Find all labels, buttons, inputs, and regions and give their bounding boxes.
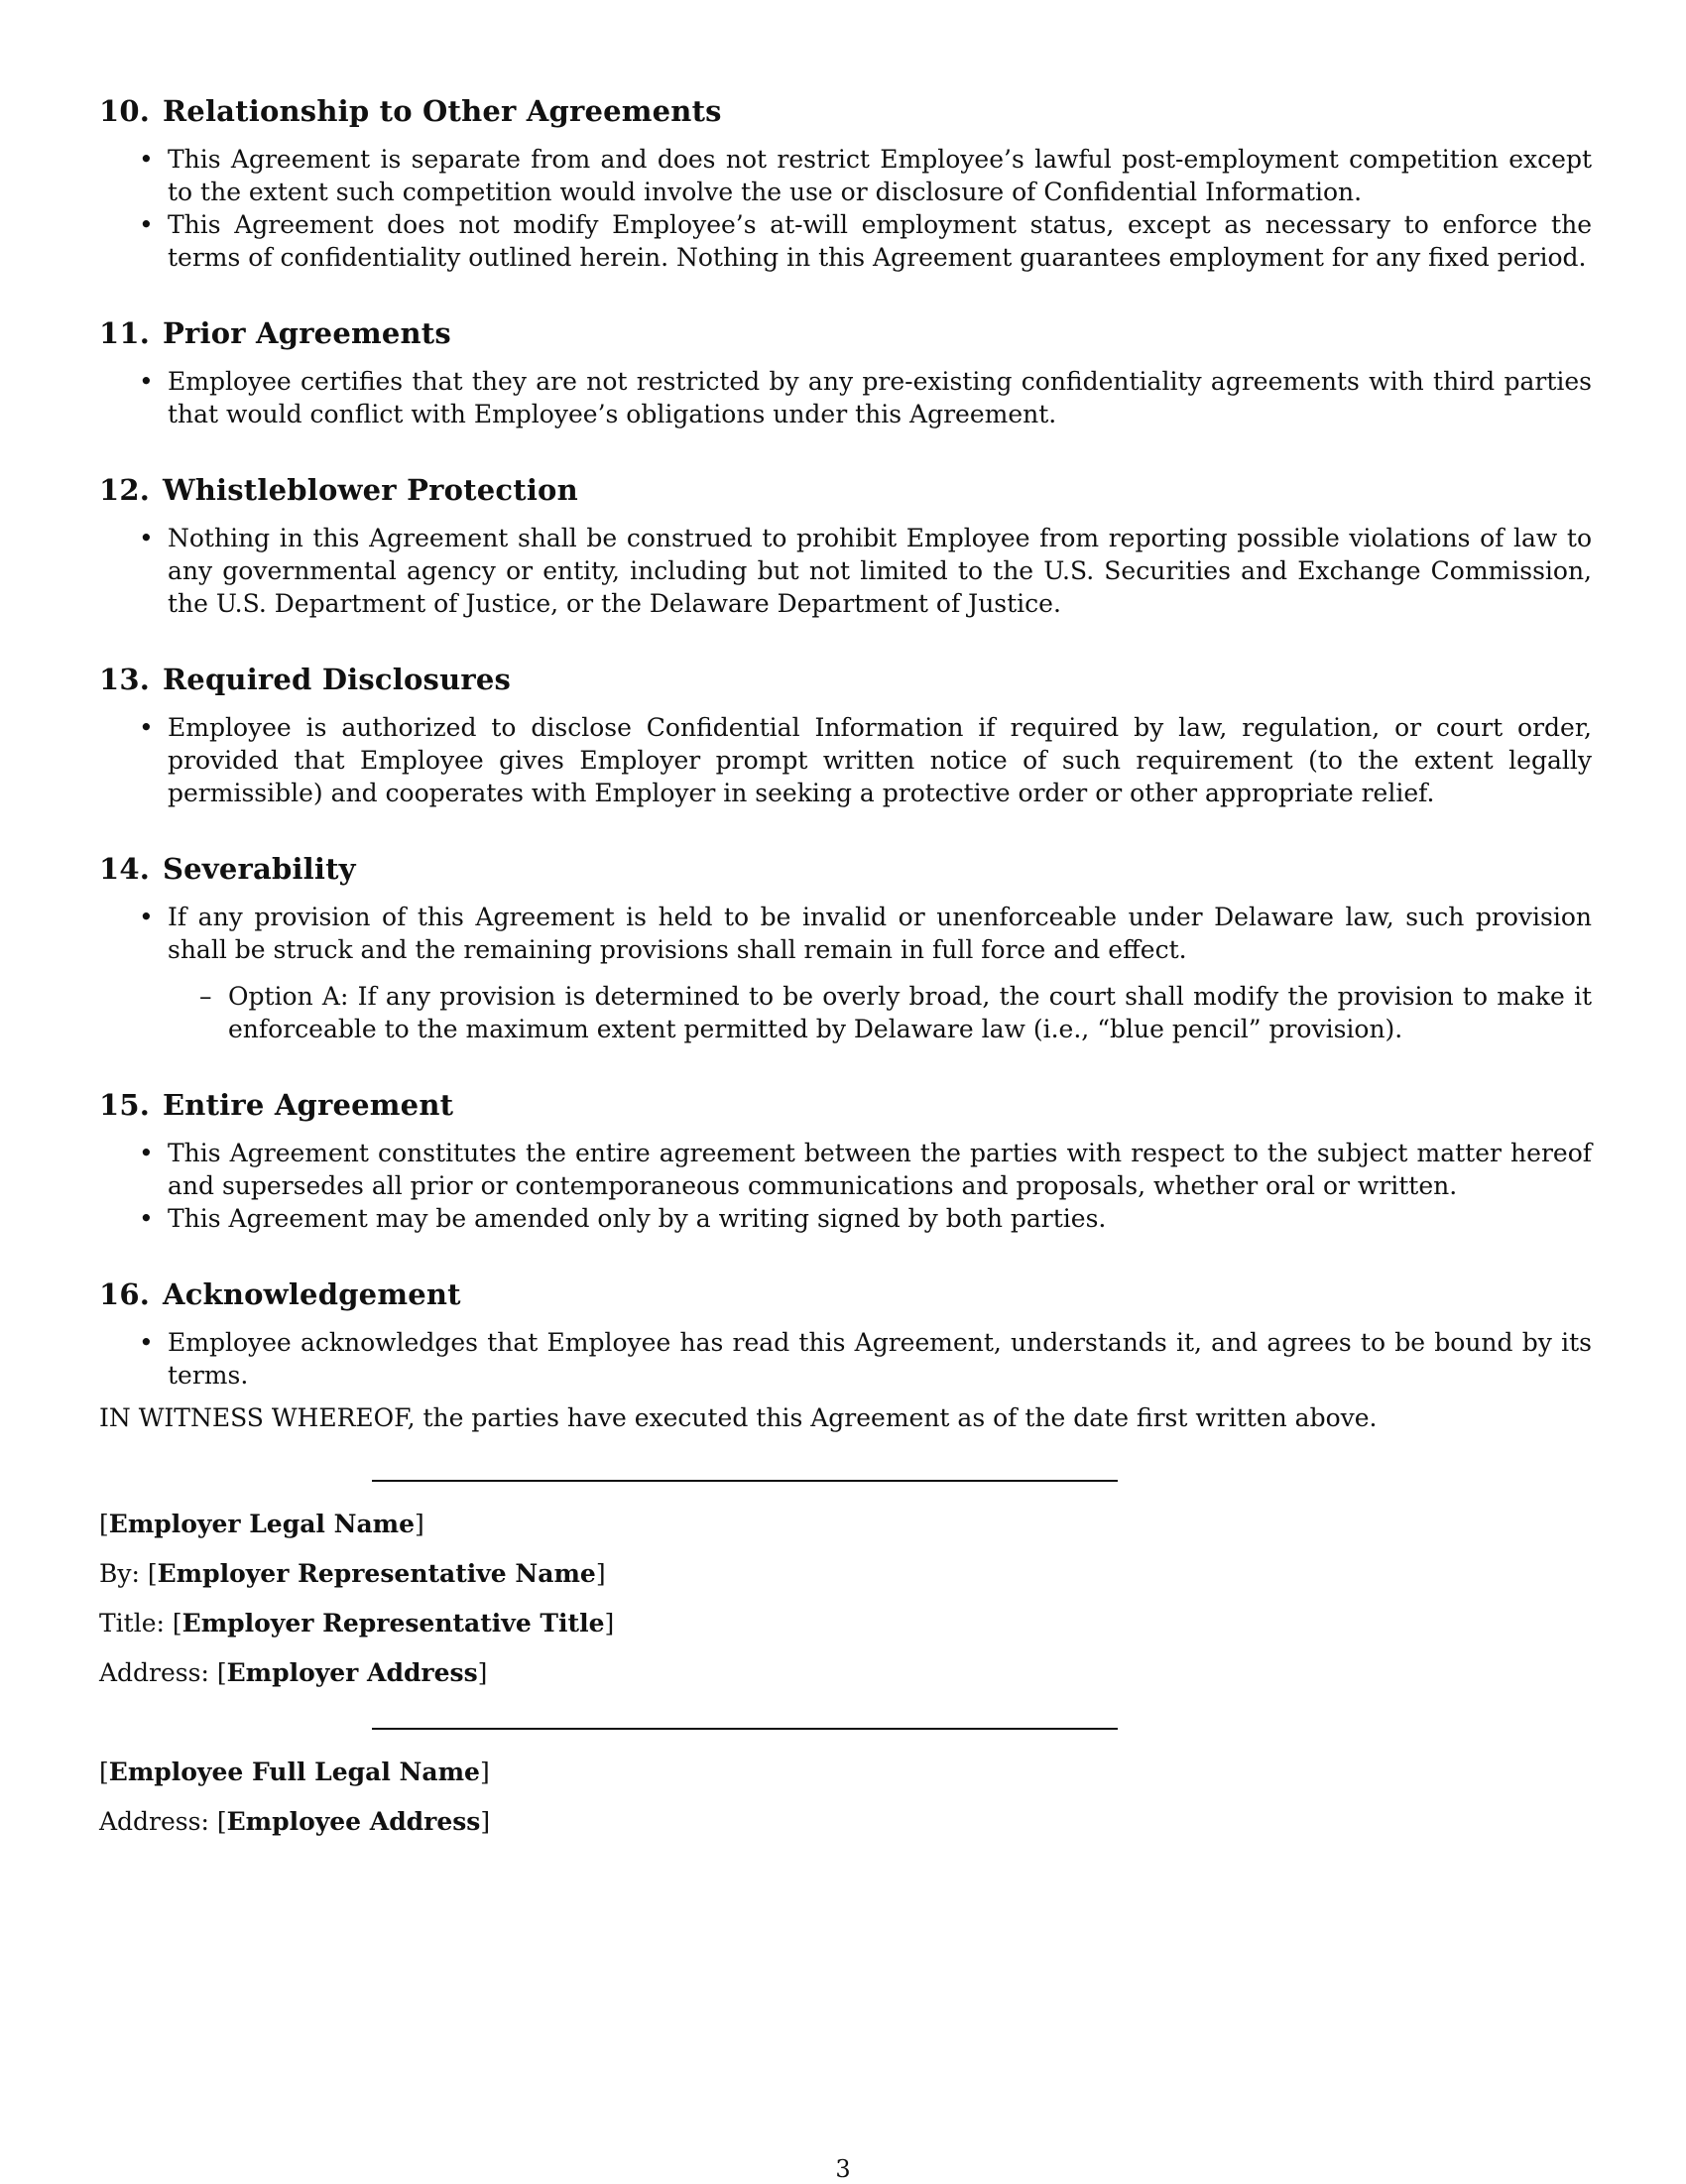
section-title: Prior Agreements: [163, 316, 451, 350]
section-heading: [99, 313, 1592, 353]
section: [99, 91, 1592, 274]
employer-title-label: Title:: [99, 1609, 165, 1638]
employee-address: Employee Address: [226, 1807, 481, 1836]
bullet-text: Employee acknowledges that Employee has read this Agreement, understands it, and agrees to be bound by its terms.: [168, 1328, 1592, 1390]
bullet-icon: •: [139, 713, 154, 742]
sub-item: [168, 980, 1592, 1045]
bullet-icon: •: [139, 1204, 154, 1233]
section-title: Entire Agreement: [163, 1088, 454, 1122]
section-title: Relationship to Other Agreements: [163, 94, 722, 128]
document-page: [99, 91, 1592, 1434]
employer-by-line: By: [Employer Representative Name]: [99, 1559, 606, 1588]
section: [99, 470, 1592, 620]
section-heading: [99, 660, 1592, 699]
bullet-item: [99, 143, 1592, 208]
bullet-icon: •: [139, 903, 154, 931]
section-title: Required Disclosures: [163, 663, 512, 696]
bullet-icon: •: [139, 145, 154, 174]
bullet-icon: •: [139, 1328, 154, 1357]
bullet-list: [99, 143, 1592, 274]
section-number: 15.: [99, 1088, 151, 1122]
employer-address-line: Address: [Employer Address]: [99, 1658, 488, 1687]
section-number: 13.: [99, 663, 151, 696]
employer-by-label: By:: [99, 1559, 140, 1588]
bullet-icon: •: [139, 524, 154, 552]
bullet-list: [99, 1326, 1592, 1392]
bullet-text: Nothing in this Agreement shall be construed to prohibit Employee from reporting possible violations of law to any governmental agency or entity, including but not limited to the U.S. Securities and Exchange Commission, the U.S. Department of Justice, or the Delaware Department of Justice.: [168, 524, 1592, 618]
section-title: Acknowledgement: [163, 1277, 461, 1311]
employee-address-line: Address: [Employee Address]: [99, 1807, 491, 1836]
bullet-icon: •: [139, 210, 154, 239]
section-heading: [99, 1085, 1592, 1125]
section-number: 10.: [99, 94, 151, 128]
bullet-text: If any provision of this Agreement is held to be invalid or unenforceable under Delaware law, such provision shall be struck and the remaining provisions shall remain in full force and effect.: [168, 903, 1592, 964]
bullet-text: This Agreement does not modify Employee’s at-will employment status, except as necessary to enforce the terms of confidentiality outlined herein. Nothing in this Agreement guarantees employment for any fixed period.: [168, 210, 1592, 272]
bullet-icon: •: [139, 367, 154, 396]
section-number: 12.: [99, 473, 151, 507]
dash-icon: –: [199, 982, 212, 1011]
employer-rep-title: Employer Representative Title: [181, 1609, 605, 1638]
bullet-item: [99, 711, 1592, 809]
bullet-item: [99, 1202, 1592, 1235]
bullet-list: [99, 1137, 1592, 1235]
section-title: Whistleblower Protection: [163, 473, 578, 507]
employer-name-line: [Employer Legal Name]: [99, 1510, 424, 1538]
bullet-text: This Agreement may be amended only by a writing signed by both parties.: [168, 1204, 1107, 1233]
employer-address: Employer Address: [226, 1658, 478, 1687]
section-number: 11.: [99, 316, 151, 350]
section-number: 14.: [99, 852, 151, 886]
bullet-list: [99, 901, 1592, 1045]
employee-signature-line: [372, 1728, 1118, 1730]
witness-clause: IN WITNESS WHEREOF, the parties have executed this Agreement as of the date first written above.: [99, 1403, 1378, 1432]
bullet-list: [99, 522, 1592, 620]
employee-address-label: Address:: [99, 1807, 209, 1836]
page-number: 3: [835, 2155, 851, 2183]
employer-address-label: Address:: [99, 1658, 209, 1687]
section-heading: [99, 91, 1592, 131]
employee-name-line: [Employee Full Legal Name]: [99, 1758, 490, 1786]
section-heading: [99, 1274, 1592, 1314]
section-title: Severability: [163, 852, 356, 886]
bullet-text: This Agreement constitutes the entire agreement between the parties with respect to the subject matter hereof and supersedes all prior or contemporaneous communications and proposals, whether oral or written.: [168, 1139, 1592, 1200]
bullet-text: Employee is authorized to disclose Confidential Information if required by law, regulation, or court order, provided that Employee gives Employer prompt written notice of such requirement (to the extent legally permissible) and cooperates with Employer in seeking a protective order or other appropriate relief.: [168, 713, 1592, 807]
employer-title-line: Title: [Employer Representative Title]: [99, 1609, 615, 1638]
bullet-item: [99, 522, 1592, 620]
bullet-list: [99, 365, 1592, 430]
bullet-text: Employee certifies that they are not restricted by any pre-existing confidentiality agreements with third parties that would conflict with Employee’s obligations under this Agreement.: [168, 367, 1592, 428]
bullet-item: [99, 365, 1592, 430]
section-heading: [99, 470, 1592, 510]
section: [99, 660, 1592, 809]
employee-name: Employee Full Legal Name: [108, 1758, 480, 1786]
section: [99, 1274, 1592, 1392]
bullet-item: [99, 1137, 1592, 1202]
bullet-text: This Agreement is separate from and does not restrict Employee’s lawful post-employment competition except to the extent such competition would involve the use or disclosure of Confidential Information.: [168, 145, 1592, 206]
section: [99, 849, 1592, 1045]
bullet-item: [99, 1326, 1592, 1392]
bullet-icon: •: [139, 1139, 154, 1167]
section: [99, 313, 1592, 430]
employer-signature-line: [372, 1480, 1118, 1482]
bullet-list: [99, 711, 1592, 809]
employer-name: Employer Legal Name: [108, 1510, 416, 1538]
section-number: 16.: [99, 1277, 151, 1311]
employer-rep-name: Employer Representative Name: [157, 1559, 596, 1588]
section: [99, 1085, 1592, 1235]
sections-container: [99, 91, 1592, 1392]
bullet-item: [99, 901, 1592, 1045]
sub-item-text: Option A: If any provision is determined to be overly broad, the court shall modify the provision to make it enforceable to the maximum extent permitted by Delaware law (i.e., “blue pencil” provision).: [228, 982, 1592, 1043]
bullet-item: [99, 208, 1592, 274]
section-heading: [99, 849, 1592, 889]
sub-list: [168, 980, 1592, 1045]
